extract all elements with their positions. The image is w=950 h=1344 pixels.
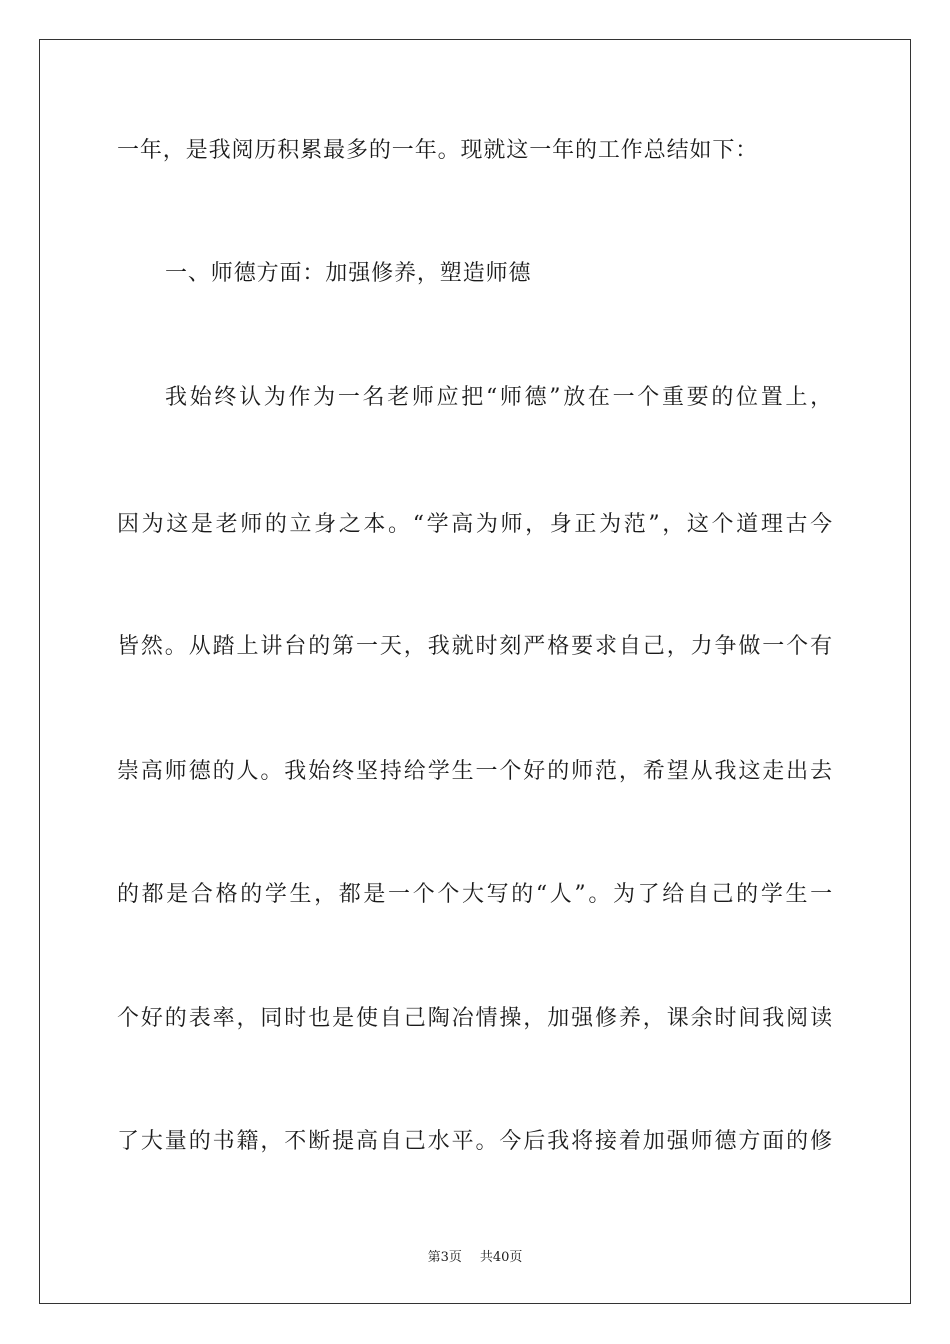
body-line-5: 崇高师德的人。我始终坚持给学生一个好的师范，希望从我这走出去 bbox=[117, 759, 833, 784]
body-line-4: 皆然。从踏上讲台的第一天，我就时刻严格要求自己，力争做一个有 bbox=[117, 634, 833, 659]
page-footer bbox=[0, 1250, 950, 1266]
body-line-8: 了大量的书籍，不断提高自己水平。今后我将接着加强师德方面的修 bbox=[117, 1129, 833, 1154]
body-line-1: 一年，是我阅历积累最多的一年。现就这一年的工作总结如下： bbox=[117, 138, 759, 163]
body-line-3: 因为这是老师的立身之本。“学高为师，身正为范”，这个道理古今 bbox=[117, 512, 833, 537]
body-line-2: 我始终认为作为一名老师应把“师德”放在一个重要的位置上， bbox=[165, 385, 833, 410]
page-number: 第3页 bbox=[427, 1250, 462, 1265]
body-line-6: 的都是合格的学生，都是一个个大写的“人”。为了给自己的学生一 bbox=[117, 882, 833, 907]
page-total: 共40页 bbox=[479, 1250, 523, 1265]
page-frame bbox=[39, 39, 911, 1304]
body-line-7: 个好的表率，同时也是使自己陶冶情操，加强修养，课余时间我阅读 bbox=[117, 1006, 833, 1031]
section-heading: 一、师德方面：加强修养，塑造师德 bbox=[165, 261, 532, 286]
